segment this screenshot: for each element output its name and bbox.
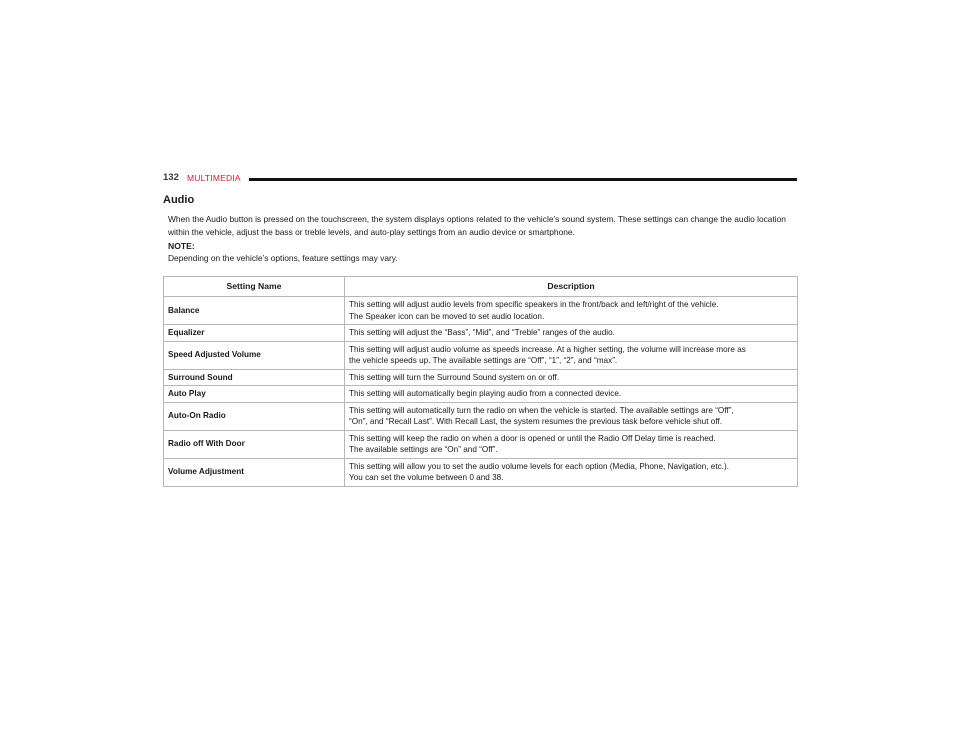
setting-description: [345, 341, 798, 369]
column-header-setting-name: Setting Name: [164, 277, 345, 297]
description-line: “On”, and “Recall Last”. With Recall Last, the system resumes the previous task before vehicle shut off.: [349, 417, 722, 426]
setting-name: Balance: [164, 297, 345, 325]
description-line: the vehicle speeds up. The available settings are “Off”, “1”, “2”, and “max”.: [349, 356, 618, 365]
note-label: NOTE:: [168, 241, 195, 251]
table-row: [164, 458, 798, 486]
setting-name: Volume Adjustment: [164, 458, 345, 486]
note-text: Depending on the vehicle’s options, feature settings may vary.: [168, 253, 398, 263]
setting-description: [345, 430, 798, 458]
setting-description: [345, 458, 798, 486]
table-row: [164, 325, 798, 342]
setting-description: [345, 297, 798, 325]
setting-name: Surround Sound: [164, 369, 345, 386]
table-row: [164, 430, 798, 458]
setting-description: [345, 369, 798, 386]
table-row: [164, 341, 798, 369]
page-number: 132: [163, 172, 179, 183]
setting-description: [345, 402, 798, 430]
description-line: This setting will automatically turn the radio on when the vehicle is started. The available settings are “Off”,: [349, 405, 734, 415]
page-header: [163, 172, 797, 186]
setting-name: Equalizer: [164, 325, 345, 342]
description-line: The available settings are “On” and “Off”.: [349, 445, 498, 454]
description-line: This setting will adjust audio volume as speeds increase. At a higher setting, the volume will increase more as: [349, 344, 746, 354]
description-line: The Speaker icon can be moved to set audio location.: [349, 311, 545, 321]
description-line: This setting will turn the Surround Sound system on or off.: [349, 372, 560, 382]
table-row: [164, 369, 798, 386]
section-title: Audio: [163, 194, 195, 206]
header-rule: [249, 178, 797, 181]
description-line: This setting will allow you to set the audio volume levels for each option (Media, Phone, Navigation, etc.).: [349, 461, 730, 471]
audio-settings-table: [163, 276, 798, 487]
setting-name: Speed Adjusted Volume: [164, 341, 345, 369]
intro-paragraph: When the Audio button is pressed on the touchscreen, the system displays options related to the vehicle’s sound system. These settings can change the audio location within the vehicle, adjust the bass or treble levels, and auto-play settings from an audio device or smartphone.: [168, 214, 786, 237]
description-line: You can set the volume between 0 and 38.: [349, 473, 504, 482]
column-header-description: Description: [345, 277, 798, 297]
setting-name: Radio off With Door: [164, 430, 345, 458]
setting-description: [345, 386, 798, 403]
table-row: [164, 402, 798, 430]
setting-name: Auto-On Radio: [164, 402, 345, 430]
table-header-row: [164, 277, 798, 297]
table-row: [164, 297, 798, 325]
setting-description: [345, 325, 798, 342]
section-name: MULTIMEDIA: [187, 173, 241, 183]
description-line: This setting will keep the radio on when a door is opened or until the Radio Off Delay time is reached.: [349, 433, 716, 443]
description-line: This setting will automatically begin playing audio from a connected device.: [349, 389, 622, 398]
description-line: This setting will adjust audio levels from specific speakers in the front/back and left/right of the vehicle.: [349, 300, 719, 309]
setting-name: Auto Play: [164, 386, 345, 403]
table-row: [164, 386, 798, 403]
description-line: This setting will adjust the “Bass”, “Mid”, and “Treble” ranges of the audio.: [349, 328, 615, 337]
